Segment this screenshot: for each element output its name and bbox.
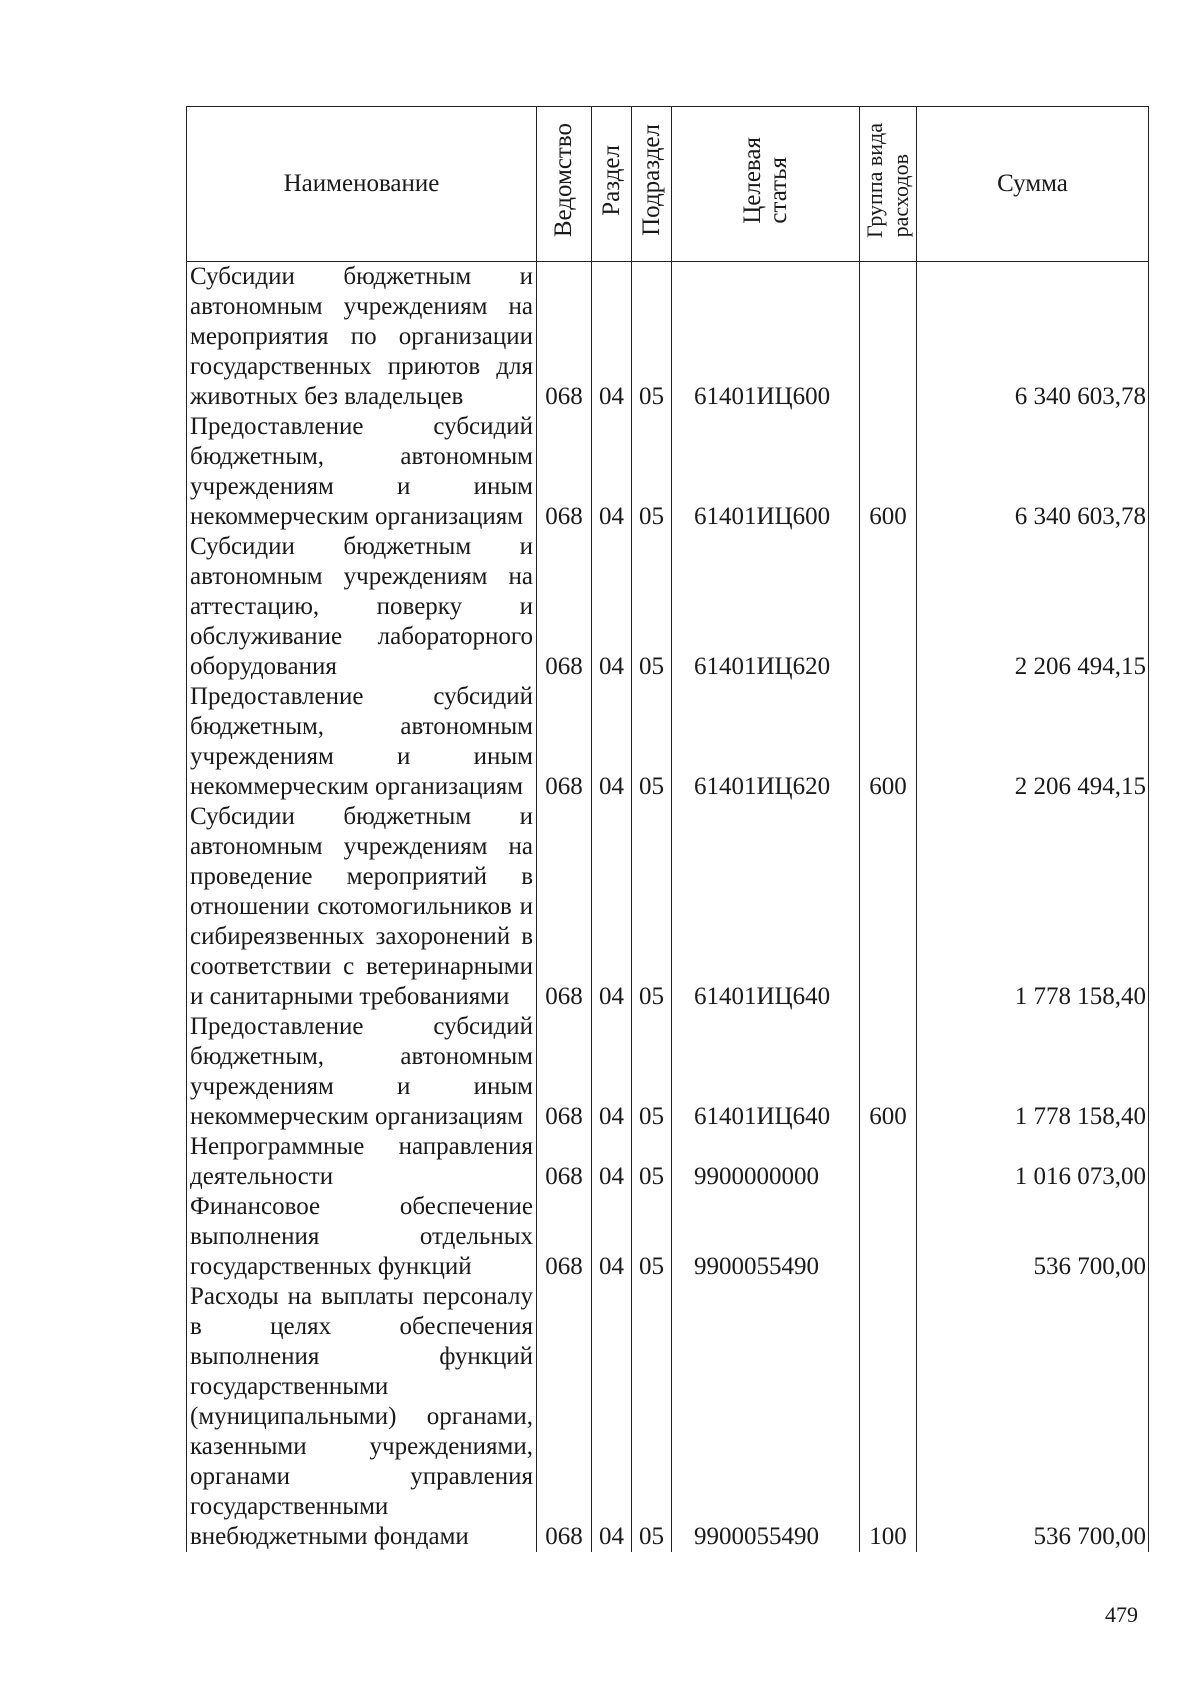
cell-gruppa: 100 [860,1282,917,1552]
cell-name: Предоставление субсидий бюджетным, автономным учреждениям и иным некоммерческим организациям [187,412,537,532]
cell-podrazdel: 05 [632,1282,672,1552]
table-header-row [187,107,1149,262]
table-row [187,1012,1149,1132]
cell-razdel: 04 [592,802,632,1012]
header-summa: Сумма [917,107,1149,262]
table-row [187,1192,1149,1282]
table-row [187,412,1149,532]
cell-gruppa [860,802,917,1012]
cell-summa: 536 700,00 [917,1282,1149,1552]
cell-ved: 068 [537,802,592,1012]
cell-name: Субсидии бюджетным и автономным учреждениям на проведение мероприятий в отношении скотомогильников и сибиреязвенных захоронений в соответствии с ветеринарными и санитарными требованиями [187,802,537,1012]
header-razdel: Раздел [592,107,632,262]
cell-podrazdel: 05 [632,1192,672,1282]
budget-table [186,106,1149,1552]
table-body [187,262,1149,1553]
table-row [187,1282,1149,1552]
cell-celevaya-statya: 61401ИЦ600 [672,262,860,413]
cell-ved: 068 [537,1012,592,1132]
header-name: Наименование [187,107,537,262]
cell-ved: 068 [537,412,592,532]
table-row [187,532,1149,682]
cell-gruppa: 600 [860,682,917,802]
cell-razdel: 04 [592,682,632,802]
cell-podrazdel: 05 [632,1132,672,1192]
cell-name: Расходы на выплаты персоналу в целях обеспечения выполнения функций государственными (муниципальными) органами, казенными учреждениями, органами управления государственными внебюджетными фондами [187,1282,537,1552]
cell-razdel: 04 [592,1012,632,1132]
cell-gruppa: 600 [860,1012,917,1132]
cell-podrazdel: 05 [632,1012,672,1132]
cell-razdel: 04 [592,1132,632,1192]
cell-summa: 2 206 494,15 [917,532,1149,682]
cell-podrazdel: 05 [632,262,672,413]
cell-gruppa [860,1132,917,1192]
cell-gruppa: 600 [860,412,917,532]
header-podrazdel: Подраздел [632,107,672,262]
cell-celevaya-statya: 61401ИЦ640 [672,1012,860,1132]
table-row [187,802,1149,1012]
cell-summa: 1 778 158,40 [917,802,1149,1012]
cell-podrazdel: 05 [632,412,672,532]
cell-gruppa [860,262,917,413]
cell-ved: 068 [537,682,592,802]
cell-name: Субсидии бюджетным и автономным учреждениям на аттестацию, поверку и обслуживание лабораторного оборудования [187,532,537,682]
cell-name: Предоставление субсидий бюджетным, автономным учреждениям и иным некоммерческим организациям [187,682,537,802]
cell-ved: 068 [537,532,592,682]
header-gruppa-vida-rashodov: Группа видарасходов [860,107,917,262]
cell-podrazdel: 05 [632,802,672,1012]
cell-name: Субсидии бюджетным и автономным учреждениям на мероприятия по организации государственных приютов для животных без владельцев [187,262,537,413]
cell-summa: 6 340 603,78 [917,262,1149,413]
cell-gruppa [860,532,917,682]
cell-summa: 2 206 494,15 [917,682,1149,802]
header-celevaya-statya: Целеваястатья [672,107,860,262]
header-ved: Ведомство [537,107,592,262]
cell-ved: 068 [537,262,592,413]
cell-name: Непрограммные направления деятельности [187,1132,537,1192]
cell-summa: 6 340 603,78 [917,412,1149,532]
cell-celevaya-statya: 61401ИЦ620 [672,532,860,682]
cell-razdel: 04 [592,262,632,413]
cell-celevaya-statya: 9900000000 [672,1132,860,1192]
cell-summa: 536 700,00 [917,1192,1149,1282]
cell-razdel: 04 [592,1192,632,1282]
cell-name: Предоставление субсидий бюджетным, автономным учреждениям и иным некоммерческим организациям [187,1012,537,1132]
cell-summa: 1 778 158,40 [917,1012,1149,1132]
cell-celevaya-statya: 61401ИЦ640 [672,802,860,1012]
table-row [187,262,1149,413]
cell-celevaya-statya: 9900055490 [672,1282,860,1552]
cell-celevaya-statya: 9900055490 [672,1192,860,1282]
cell-razdel: 04 [592,412,632,532]
cell-razdel: 04 [592,1282,632,1552]
cell-ved: 068 [537,1132,592,1192]
table-row [187,682,1149,802]
cell-razdel: 04 [592,532,632,682]
cell-ved: 068 [537,1192,592,1282]
cell-gruppa [860,1192,917,1282]
cell-ved: 068 [537,1282,592,1552]
page-number: 479 [1105,1602,1138,1627]
cell-summa: 1 016 073,00 [917,1132,1149,1192]
cell-podrazdel: 05 [632,682,672,802]
cell-name: Финансовое обеспечение выполнения отдельных государственных функций [187,1192,537,1282]
cell-celevaya-statya: 61401ИЦ600 [672,412,860,532]
table-row [187,1132,1149,1192]
cell-celevaya-statya: 61401ИЦ620 [672,682,860,802]
cell-podrazdel: 05 [632,532,672,682]
